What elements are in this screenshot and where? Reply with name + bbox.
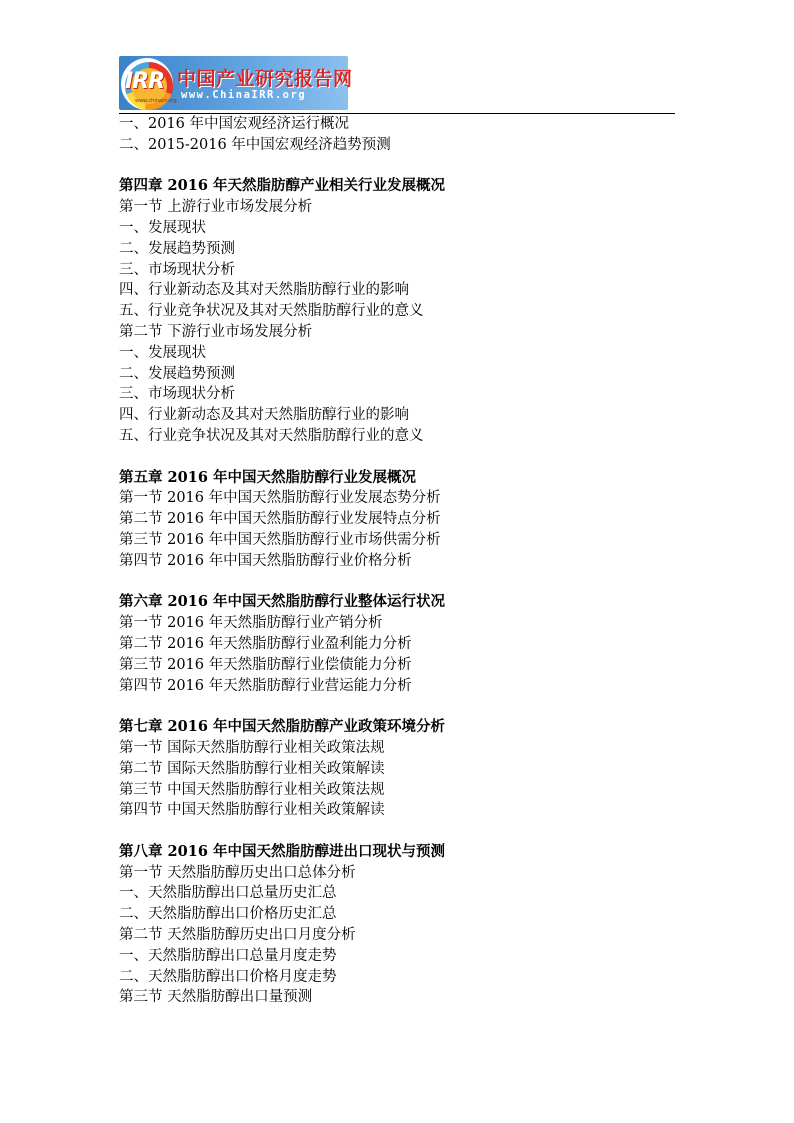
toc-item: 第一节 2016 年天然脂肪醇行业产销分析 bbox=[119, 615, 383, 632]
toc-item: 一、2016 年中国宏观经济运行概况 bbox=[119, 116, 350, 132]
toc-item: 二、天然脂肪醇出口价格历史汇总 bbox=[119, 906, 337, 923]
toc-item: 第二节 下游行业市场发展分析 bbox=[119, 323, 313, 340]
toc-item: 二、发展趋势预测 bbox=[119, 365, 235, 382]
chapter-heading: 第五章 2016 年中国天然脂肪醇行业发展概况 bbox=[119, 468, 416, 486]
toc-item: 第三节 2016 年天然脂肪醇行业偿债能力分析 bbox=[119, 656, 412, 673]
logo-irr-text: IRR bbox=[125, 69, 165, 94]
toc-item: 一、天然脂肪醇出口总量历史汇总 bbox=[119, 885, 337, 902]
toc-item: 四、行业新动态及其对天然脂肪醇行业的影响 bbox=[119, 282, 409, 299]
toc-item: 一、发展现状 bbox=[119, 219, 206, 236]
logo-banner bbox=[119, 56, 353, 110]
toc-item: 第一节 天然脂肪醇历史出口总体分析 bbox=[119, 864, 356, 881]
site-name: 中国产业研究报告网 bbox=[177, 68, 353, 90]
toc-item: 第一节 2016 年中国天然脂肪醇行业发展态势分析 bbox=[119, 490, 441, 507]
toc-item: 第四节 中国天然脂肪醇行业相关政策解读 bbox=[119, 802, 385, 819]
toc-item: 第三节 天然脂肪醇出口量预测 bbox=[119, 989, 313, 1006]
site-url: www.ChinaIRR.org bbox=[181, 89, 307, 101]
toc-item: 第二节 2016 年中国天然脂肪醇行业发展特点分析 bbox=[119, 511, 441, 528]
toc-item: 一、天然脂肪醇出口总量月度走势 bbox=[119, 947, 337, 964]
toc-item: 二、发展趋势预测 bbox=[119, 240, 235, 257]
toc-item: 五、行业竞争状况及其对天然脂肪醇行业的意义 bbox=[119, 303, 424, 320]
toc-item: 第二节 2016 年天然脂肪醇行业盈利能力分析 bbox=[119, 635, 412, 652]
logo-small-text: www.chinairr.org bbox=[135, 98, 177, 104]
chapter-heading: 第七章 2016 年中国天然脂肪醇产业政策环境分析 bbox=[119, 718, 445, 736]
toc-item: 第一节 国际天然脂肪醇行业相关政策法规 bbox=[119, 739, 385, 756]
toc-item: 第四节 2016 年中国天然脂肪醇行业价格分析 bbox=[119, 552, 412, 569]
logo-emblem bbox=[121, 58, 177, 110]
blank-line bbox=[119, 696, 679, 717]
blank-line bbox=[119, 447, 679, 468]
page-header bbox=[119, 56, 675, 114]
toc-item: 二、天然脂肪醇出口价格月度走势 bbox=[119, 968, 337, 985]
toc-item: 第三节 中国天然脂肪醇行业相关政策法规 bbox=[119, 781, 385, 798]
toc-item: 三、市场现状分析 bbox=[119, 261, 235, 278]
toc-item: 五、行业竞争状况及其对天然脂肪醇行业的意义 bbox=[119, 427, 424, 444]
toc-item: 第四节 2016 年天然脂肪醇行业营运能力分析 bbox=[119, 677, 412, 694]
toc-item: 一、发展现状 bbox=[119, 344, 206, 361]
toc-item: 二、2015-2016 年中国宏观经济趋势预测 bbox=[119, 136, 391, 153]
table-of-contents bbox=[119, 114, 679, 1008]
toc-item: 第二节 天然脂肪醇历史出口月度分析 bbox=[119, 927, 356, 944]
toc-item: 第一节 上游行业市场发展分析 bbox=[119, 199, 313, 216]
chapter-heading: 第八章 2016 年中国天然脂肪醇进出口现状与预测 bbox=[119, 842, 445, 860]
toc-item: 四、行业新动态及其对天然脂肪醇行业的影响 bbox=[119, 407, 409, 424]
chapter-heading: 第四章 2016 年天然脂肪醇产业相关行业发展概况 bbox=[119, 177, 445, 195]
chapter-heading: 第六章 2016 年中国天然脂肪醇行业整体运行状况 bbox=[119, 593, 445, 611]
toc-item: 第二节 国际天然脂肪醇行业相关政策解读 bbox=[119, 760, 385, 777]
toc-item: 三、市场现状分析 bbox=[119, 386, 235, 403]
blank-line bbox=[119, 572, 679, 593]
toc-item: 第三节 2016 年中国天然脂肪醇行业市场供需分析 bbox=[119, 531, 441, 548]
blank-line bbox=[119, 821, 679, 842]
blank-line bbox=[119, 156, 679, 177]
